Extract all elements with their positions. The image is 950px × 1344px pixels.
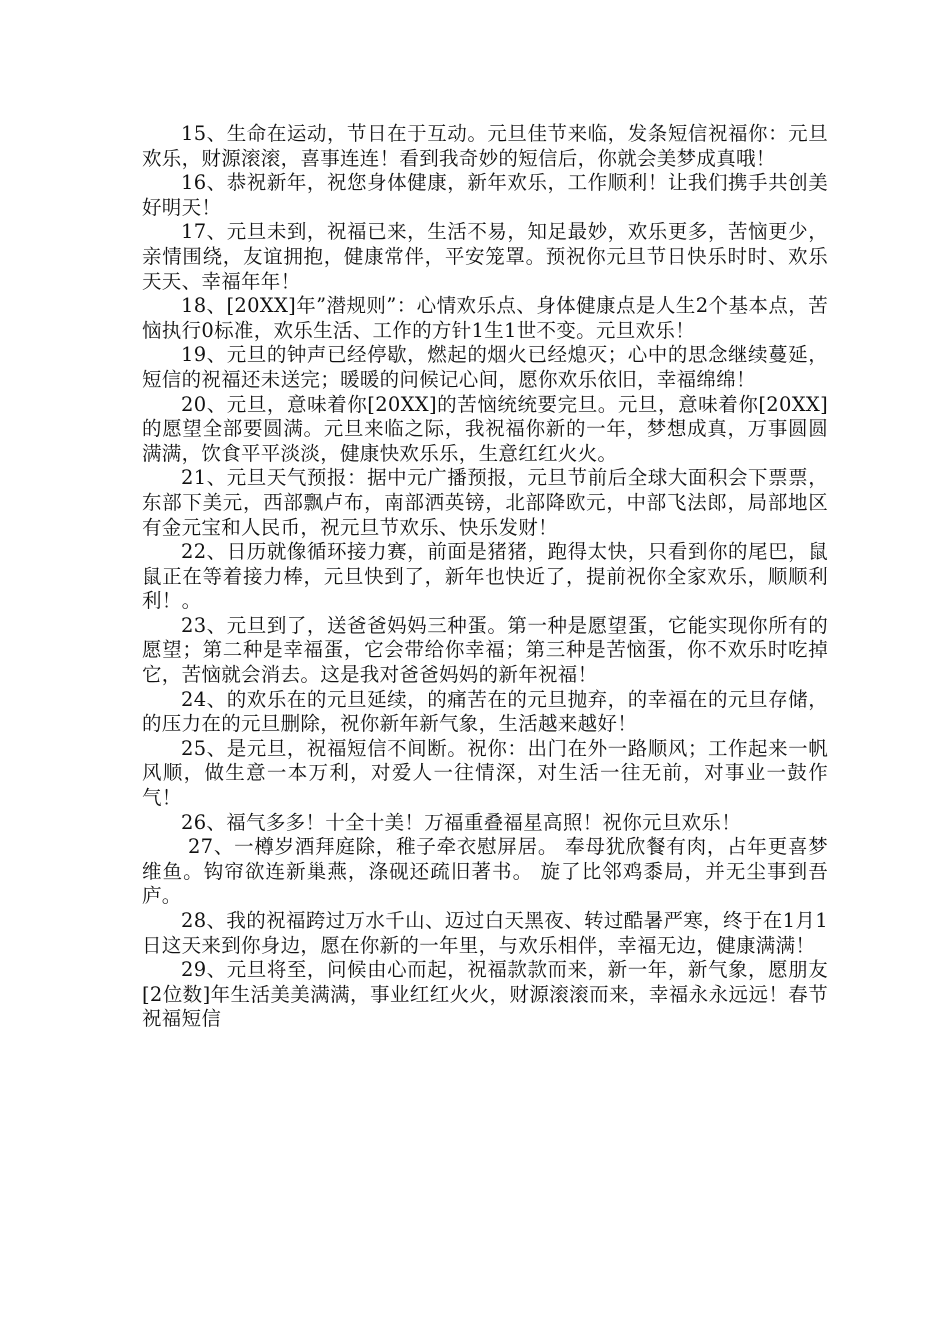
paragraph-23: 23、元旦到了，送爸爸妈妈三种蛋。第一种是愿望蛋，它能实现你所有的愿望；第二种是幸福蛋，它会带给你幸福；第三种是苦恼蛋，你不欢乐时吃掉它，苦恼就会消去。这是我对爸爸妈妈的新年祝福！ [142,613,828,687]
paragraph-25: 25、是元旦，祝福短信不间断。祝你：出门在外一路顺风；工作起来一帆风顺，做生意一本万利，对爱人一往情深，对生活一往无前，对事业一鼓作气！ [142,736,828,810]
paragraph-16: 16、恭祝新年，祝您身体健康，新年欢乐，工作顺利！让我们携手共创美好明天！ [142,171,828,219]
paragraph-29: 29、元旦将至，问候由心而起，祝福款款而来，新一年，新气象，愿朋友[2位数]年生活美美满满，事业红红火火，财源滚滚而来，幸福永永远远！春节祝福短信 [142,958,828,1031]
paragraph-27: 27、一樽岁酒拜庭除，稚子牵衣慰屏居。 奉母犹欣餐有肉，占年更喜梦维鱼。钩帘欲连新巢燕，涤砚还疏旧著书。 旋了比邻鸡黍局，并无尘事到吾庐。 [142,835,829,908]
paragraph-22: 22、日历就像循环接力赛，前面是猪猪，跑得太快，只看到你的尾巴，鼠鼠正在等着接力棒，元旦快到了，新年也快近了，提前祝你全家欢乐，顺顺利利！。 [142,540,828,613]
paragraph-19: 19、元旦的钟声已经停歇，燃起的烟火已经熄灭；心中的思念继续蔓延，短信的祝福还未送完；暖暖的问候记心间，愿你欢乐依旧，幸福绵绵！ [142,343,828,391]
paragraph-20: 20、元旦，意味着你[20XX]的苦恼统统要完旦。元旦，意味着你[20XX]的愿望全部要圆满。元旦来临之际，我祝福你新的一年，梦想成真，万事圆圆满满，饮食平平淡淡，健康快欢乐乐，生意红红火火。 [142,392,828,465]
paragraph-28: 28、我的祝福跨过万水千山、迈过白天黑夜、转过酷暑严寒，终于在1月1日这天来到你身边，愿在你新的一年里，与欢乐相伴，幸福无边，健康满满！ [142,909,828,957]
paragraph-15: 15、生命在运动，节日在于互动。元旦佳节来临，发条短信祝福你：元旦欢乐，财源滚滚，喜事连连！看到我奇妙的短信后，你就会美梦成真哦！ [142,122,828,170]
paragraph-18: 18、[20XX]年”潜规则”：心情欢乐点、身体健康点是人生2个基本点，苦恼执行0标准，欢乐生活、工作的方针1生1世不变。元旦欢乐！ [142,294,828,342]
paragraph-21: 21、元旦天气预报：据中元广播预报，元旦节前后全球大面积会下票票，东部下美元，西部飘卢布，南部洒英镑，北部降欧元，中部飞法郎，局部地区有金元宝和人民币，祝元旦节欢乐、快乐发财！ [142,466,828,539]
paragraph-26: 26、福气多多！十全十美！万福重叠福星高照！祝你元旦欢乐！ [181,810,742,834]
paragraph-17: 17、元旦未到，祝福已来，生活不易，知足最妙，欢乐更多，苦恼更少，亲情围绕，友谊拥抱，健康常伴，平安笼罩。预祝你元旦节日快乐时时、欢乐天天、幸福年年！ [142,220,828,293]
document-body [142,122,828,1032]
paragraph-24: 24、的欢乐在的元旦延续，的痛苦在的元旦抛弃，的幸福在的元旦存储，的压力在的元旦删除，祝你新年新气象，生活越来越好！ [142,687,828,736]
